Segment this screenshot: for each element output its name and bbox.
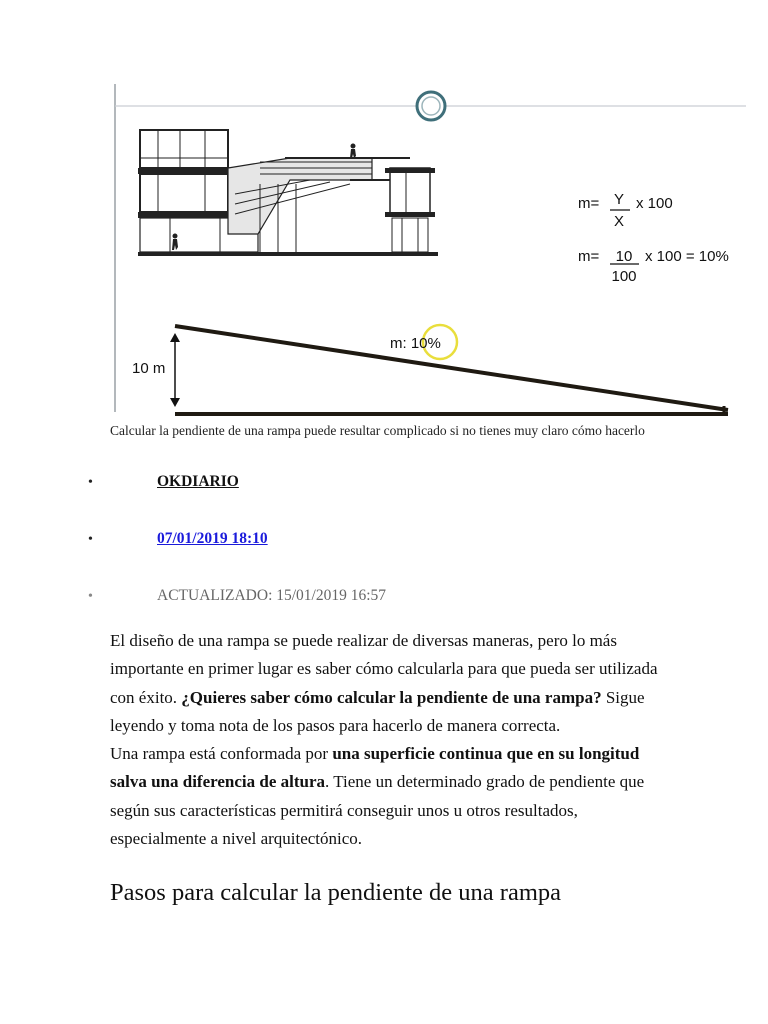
- formula1-denominator: X: [613, 213, 625, 230]
- person-walking-icon: [172, 234, 178, 251]
- bullet-icon: •: [88, 475, 93, 490]
- p2-text-end: . Tiene un determinado grado de pendiente que según sus características permitirá conseguir unos u otros resultados, especialmente a nivel arquitectónico.: [110, 772, 645, 849]
- formula2-numerator: 10: [615, 248, 633, 265]
- slope-formulas: [578, 191, 729, 285]
- ramp-diagram-figure: [110, 84, 746, 420]
- ramp-slope-line: [175, 326, 728, 410]
- p2-bold-phrase: una superficie continua que en su longitud salva una diferencia de altura: [110, 744, 640, 792]
- p1-text-end: Sigue leyendo y toma nota de los pasos para hacerlo de manera correcta.: [110, 687, 645, 735]
- article-body: [110, 627, 670, 853]
- person-walking-icon: [350, 144, 356, 159]
- formula1-m-label: m=: [578, 195, 600, 212]
- formula1-multiplier: x 100: [636, 195, 673, 212]
- formula1-numerator: Y: [613, 191, 625, 208]
- formula2-result: x 100 = 10%: [645, 248, 729, 265]
- formula2-denominator: 100: [611, 268, 637, 285]
- bullet-icon: •: [88, 589, 93, 604]
- updated-timestamp: ACTUALIZADO: 15/01/2019 16:57: [157, 587, 387, 604]
- double-arrow-icon: [170, 333, 180, 407]
- height-label: 10 m: [132, 360, 166, 377]
- bullet-icon: •: [88, 532, 93, 547]
- meta-source-item: [0, 473, 600, 497]
- p2-text: Una rampa está conformada por: [110, 744, 333, 764]
- meta-date-item: [0, 530, 600, 554]
- p1-bold-question: ¿Quieres saber cómo calcular la pendiente de una rampa?: [181, 687, 602, 707]
- source-link[interactable]: OKDIARIO: [157, 473, 239, 490]
- ramp-diagram: [110, 84, 746, 420]
- loading-circle-icon: [417, 92, 445, 120]
- date-link[interactable]: 07/01/2019 18:10: [157, 530, 268, 547]
- figure-caption: Calcular la pendiente de una rampa puede resultar complicado si no tienes muy claro cómo hacerlo: [110, 423, 645, 438]
- section-heading: Pasos para calcular la pendiente de una rampa: [110, 879, 562, 906]
- article-paragraph-2: [110, 740, 670, 853]
- formula2-m-label: m=: [578, 248, 600, 265]
- meta-updated-item: [0, 587, 600, 611]
- slope-label: m: 10%: [390, 335, 441, 352]
- p1-text: El diseño de una rampa se puede realizar de diversas maneras, pero lo más importante en primer lugar es saber cómo calcularla para que pueda ser utilizada con éxito.: [110, 631, 658, 707]
- building-section-drawing: [138, 130, 438, 256]
- article-paragraph-1: [110, 627, 670, 740]
